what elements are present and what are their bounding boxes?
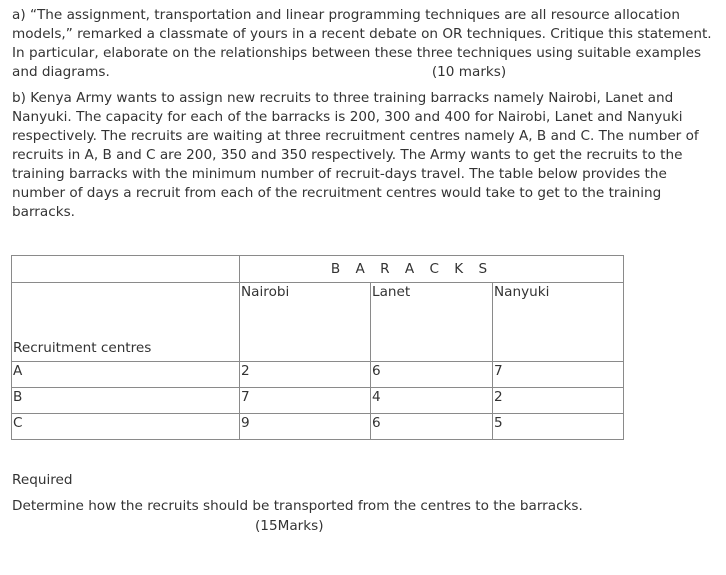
table-cell: 6 bbox=[371, 414, 493, 440]
table-corner-cell bbox=[12, 256, 240, 283]
centre-label: C bbox=[12, 414, 240, 440]
question-a-last-text: and diagrams. bbox=[12, 64, 110, 80]
table-row bbox=[12, 362, 624, 388]
column-header-nairobi: Nairobi bbox=[240, 283, 371, 362]
table-cell: 2 bbox=[493, 388, 624, 414]
barracks-heading: B A R A C K S bbox=[330, 261, 488, 277]
centre-label: B bbox=[12, 388, 240, 414]
centre-label: A bbox=[12, 362, 240, 388]
question-b-line: Nanyuki. The capacity for each of the barracks is 200, 300 and 400 for Nairobi, Lanet and Nanyuki bbox=[12, 109, 683, 125]
table-header-row bbox=[12, 256, 624, 283]
question-b-line: recruits in A, B and C are 200, 350 and 350 respectively. The Army wants to get the recruits to the bbox=[12, 147, 683, 163]
table-cell: 7 bbox=[240, 388, 371, 414]
barracks-heading-cell bbox=[240, 256, 624, 283]
question-a-last-line bbox=[12, 63, 712, 82]
table-cell: 7 bbox=[493, 362, 624, 388]
question-a-marks: (10 marks) bbox=[431, 64, 507, 80]
column-header-lanet: Lanet bbox=[371, 283, 493, 362]
question-b-line: number of days a recruit from each of the recruitment centres would take to get to the training bbox=[12, 185, 662, 201]
table-cell: 6 bbox=[371, 362, 493, 388]
question-a bbox=[12, 6, 712, 82]
question-b-line: training barracks with the minimum number of recruit-days travel. The table below provides the bbox=[12, 166, 667, 182]
travel-days-table bbox=[11, 255, 624, 440]
table-cell: 2 bbox=[240, 362, 371, 388]
question-b bbox=[12, 89, 699, 222]
question-b-line: respectively. The recruits are waiting at three recruitment centres namely A, B and C. The number of bbox=[12, 128, 699, 144]
question-a-line: models,” remarked a classmate of yours in a recent debate on OR techniques. Critique this statement. bbox=[12, 26, 712, 42]
table-cell: 5 bbox=[493, 414, 624, 440]
question-b-marks: (15Marks) bbox=[255, 518, 324, 534]
question-a-line: In particular, elaborate on the relationships between these three techniques using suitable examples bbox=[12, 45, 702, 61]
required-text: Determine how the recruits should be transported from the centres to the barracks. bbox=[12, 498, 583, 514]
column-header-nanyuki: Nanyuki bbox=[493, 283, 624, 362]
question-b-line: b) Kenya Army wants to assign new recruits to three training barracks namely Nairobi, Lanet and bbox=[12, 90, 674, 106]
table-cell: 9 bbox=[240, 414, 371, 440]
recruitment-centres-label: Recruitment centres bbox=[13, 340, 152, 356]
question-b-line: barracks. bbox=[12, 204, 75, 220]
table-row bbox=[12, 388, 624, 414]
question-a-line: a) “The assignment, transportation and linear programming techniques are all resource allocation bbox=[12, 7, 680, 23]
row-header-cell bbox=[12, 283, 240, 362]
required-label: Required bbox=[12, 472, 73, 488]
table-row bbox=[12, 414, 624, 440]
table-column-names-row bbox=[12, 283, 624, 362]
table-cell: 4 bbox=[371, 388, 493, 414]
